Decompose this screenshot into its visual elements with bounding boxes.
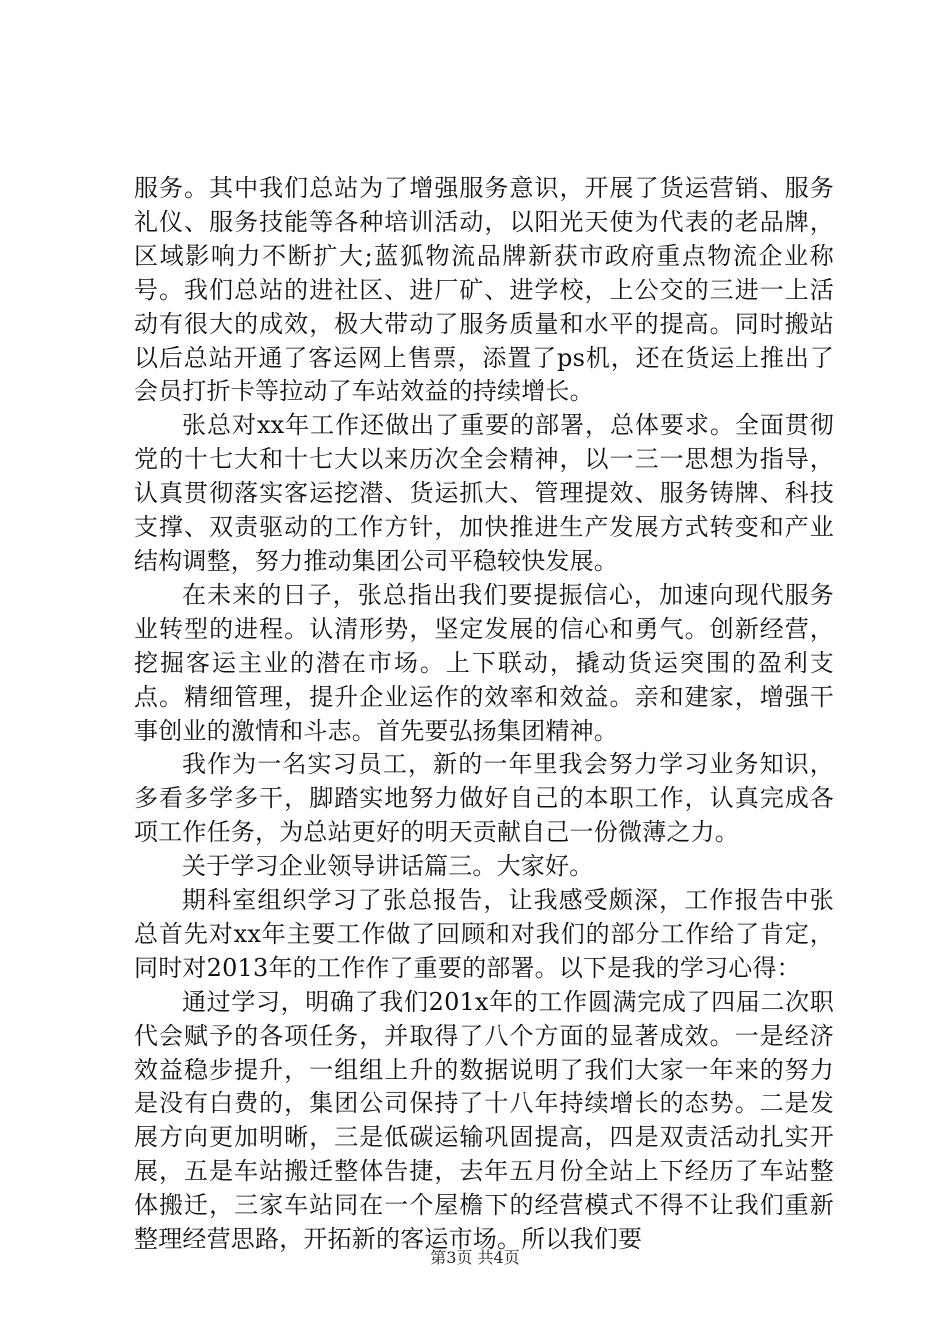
- paragraph-3: 在未来的日子，张总指出我们要提振信心，加速向现代服务业转型的进程。认清形势，坚定发展的信心和勇气。创新经营，挖掘客运主业的潜在市场。上下联动，撬动货运突围的盈利支点。精细管理，提升企业运作的效率和效益。亲和建家，增强干事创业的激情和斗志。首先要弘扬集团精神。: [134, 580, 834, 745]
- paragraph-1: 服务。其中我们总站为了增强服务意识，开展了货运营销、服务礼仪、服务技能等各种培训活动，以阳光天使为代表的老品牌，区域影响力不断扩大;蓝狐物流品牌新获市政府重点物流企业称号。我们总站的进社区、进厂矿、进学校，上公交的三进一上活动有很大的成效，极大带动了服务质量和水平的提高。同时搬站以后总站开通了客运网上售票，添置了ps机，还在货运上推出了会员打折卡等拉动了车站效益的持续增长。: [134, 174, 834, 406]
- document-body: [134, 172, 834, 1257]
- paragraph-4: 我作为一名实习员工，新的一年里我会努力学习业务知识，多看多学多干，脚踏实地努力做好自己的本职工作，认真完成各项工作任务，为总站更好的明天贡献自己一份微薄之力。: [134, 750, 834, 847]
- paragraph-6: 期科室组织学习了张总报告，让我感受颇深，工作报告中张总首先对xx年主要工作做了回顾和对我们的部分工作给了肯定，同时对2013年的工作作了重要的部署。以下是我的学习心得：: [134, 886, 834, 982]
- paragraph-7: 通过学习，明确了我们201x年的工作圆满完成了四届二次职代会赋予的各项任务，并取得了八个方面的显著成效。一是经济效益稳步提升，一组组上升的数据说明了我们大家一年来的努力是没有白费的，集团公司保持了十八年持续增长的态势。二是发展方向更加明晰，三是低碳运输巩固提高，四是双责活动扎实开展，五是车站搬迁整体告捷，去年五月份全站上下经历了车站整体搬迁，三家车站同在一个屋檐下的经营模式不得不让我们重新整理经营思路，开拓新的客运市场。所以我们要: [134, 987, 834, 1254]
- paragraph-2: 张总对xx年工作还做出了重要的部署，总体要求。全面贯彻党的十七大和十七大以来历次全会精神，以一三一思想为指导，认真贯彻落实客运挖潜、货运抓大、管理提效、服务铸牌、科技支撑、双责驱动的工作方针，加快推进生产发展方式转变和产业结构调整，努力推动集团公司平稳较快发展。: [134, 411, 834, 575]
- page-number-footer: 第3页 共4页: [430, 1248, 520, 1267]
- paragraph-5: 关于学习企业领导讲话篇三。大家好。: [182, 852, 594, 881]
